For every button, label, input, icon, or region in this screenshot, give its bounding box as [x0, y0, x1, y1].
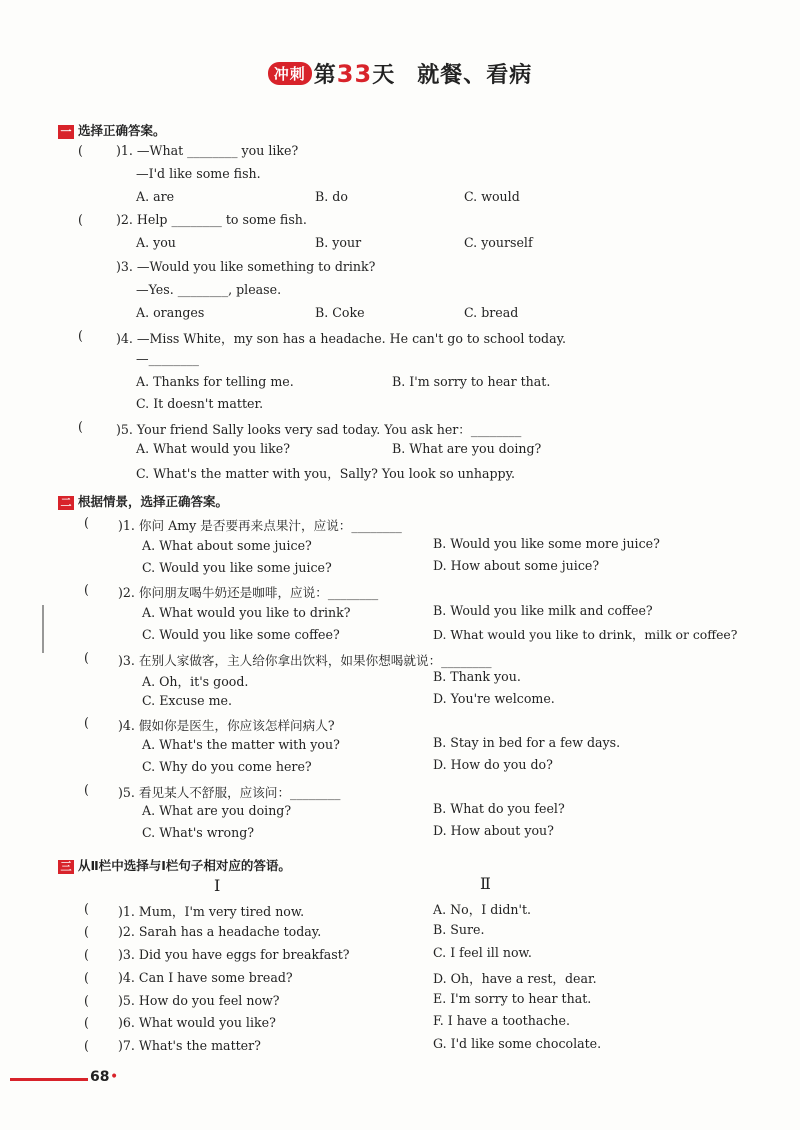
page-title [0, 58, 800, 89]
answer-paren: ( [84, 715, 89, 730]
s2-q1-option-a: A. What about some juice? [142, 538, 312, 553]
s2-q4-option-d: D. How do you do? [433, 757, 553, 772]
section-1-tag: 一 [58, 125, 74, 139]
answer-paren: ( [84, 1015, 89, 1030]
s2-q3-option-d: D. You're welcome. [433, 691, 555, 706]
s1-q1-question: )1. —What ________ you like? [116, 143, 299, 158]
answer-paren: ( [78, 212, 83, 227]
match-left-item: )3. Did you have eggs for breakfast? [118, 947, 350, 962]
s2-q4-option-b: B. Stay in bed for a few days. [433, 735, 621, 750]
match-right-item: E. I'm sorry to hear that. [433, 991, 592, 1006]
section-3-tag: 三 [58, 860, 74, 874]
s1-q2-question: )2. Help ________ to some fish. [116, 212, 307, 227]
s1-q3-option-b: B. Coke [315, 305, 365, 320]
s1-q4-option-c: C. It doesn't matter. [136, 396, 264, 411]
answer-paren: ( [84, 924, 89, 939]
s2-q3-option-a: A. Oh，it's good. [142, 674, 249, 689]
column-2-heading: Ⅱ [480, 874, 491, 893]
match-left-item: )6. What would you like? [118, 1015, 276, 1030]
s2-q3-option-c: C. Excuse me. [142, 693, 232, 708]
section-2-heading [58, 492, 228, 510]
s1-q4-option-b: B. I'm sorry to hear that. [392, 374, 551, 389]
page-number: 68 [90, 1069, 110, 1085]
section-2-tag: 二 [58, 496, 74, 510]
s1-q5-option-c: C. What's the matter with you，Sally? You look so unhappy. [136, 466, 516, 481]
match-left-item: )7. What's the matter? [118, 1038, 261, 1053]
s1-q3-option-c: C. bread [464, 305, 519, 320]
answer-paren: ( [84, 970, 89, 985]
s1-q4-answer-line: —________ [136, 351, 199, 366]
answer-paren: ( [78, 143, 83, 158]
answer-paren: ( [84, 582, 89, 597]
s1-q5-question: )5. Your friend Sally looks very sad today. You ask her：________ [116, 422, 522, 437]
s2-q2-option-c: C. Would you like some coffee? [142, 627, 340, 642]
s2-q2-option-a: A. What would you like to drink? [142, 605, 351, 620]
s1-q1-option-c: C. would [464, 189, 520, 204]
section-3-heading [58, 856, 291, 874]
answer-paren: ( [84, 901, 89, 916]
sprint-badge: 冲刺 [268, 62, 312, 85]
s1-q3-answer-line: —Yes. ________, please. [136, 282, 282, 297]
answer-paren: ( [84, 993, 89, 1008]
match-right-item: A. No，I didn't. [433, 902, 532, 917]
answer-paren: ( [78, 419, 83, 434]
answer-paren: ( [78, 328, 83, 343]
s1-q1-option-a: A. are [136, 189, 175, 204]
footer-red-bar [10, 1078, 88, 1081]
match-left-item: )1. Mum，I'm very tired now. [118, 904, 305, 919]
match-right-item: C. I feel ill now. [433, 945, 532, 960]
s2-q1-question: )1. 你问 Amy 是否要再来点果汁，应说：________ [118, 518, 402, 533]
answer-paren: ( [84, 947, 89, 962]
title-topic: 就餐、看病 [417, 63, 533, 88]
match-left-item: )5. How do you feel now? [118, 993, 280, 1008]
answer-paren: ( [84, 650, 89, 665]
title-prefix: 第 [313, 63, 337, 88]
s1-q2-option-c: C. yourself [464, 235, 533, 250]
s2-q1-option-d: D. How about some juice? [433, 558, 600, 573]
answer-paren: ( [84, 782, 89, 797]
section-1-heading-text: 选择正确答案。 [78, 123, 166, 138]
answer-paren: ( [84, 1038, 89, 1053]
s1-q2-option-b: B. your [315, 235, 362, 250]
s2-q2-option-d: D. What would you like to drink，milk or coffee? [433, 627, 738, 642]
s1-q5-option-b: B. What are you doing? [392, 441, 542, 456]
s2-q4-option-a: A. What's the matter with you? [142, 737, 340, 752]
match-left-item: )4. Can I have some bread? [118, 970, 293, 985]
s1-q4-option-a: A. Thanks for telling me. [136, 374, 294, 389]
s1-q1-answer-line: —I'd like some fish. [136, 166, 261, 181]
match-right-item: F. I have a toothache. [433, 1013, 570, 1028]
column-1-heading: Ⅰ [214, 876, 221, 895]
s2-q5-option-b: B. What do you feel? [433, 801, 565, 816]
s1-q3-option-a: A. oranges [136, 305, 205, 320]
s2-q2-question: )2. 你问朋友喝牛奶还是咖啡，应说：________ [118, 585, 379, 600]
s2-q3-option-b: B. Thank you. [433, 669, 521, 684]
s1-q4-question: )4. —Miss White，my son has a headache. He can't go to school today. [116, 331, 567, 346]
s2-q5-option-d: D. How about you? [433, 823, 554, 838]
footer-dot: • [110, 1069, 119, 1085]
match-left-item: )2. Sarah has a headache today. [118, 924, 322, 939]
s2-q5-question: )5. 看见某人不舒服，应该问：________ [118, 785, 341, 800]
match-right-item: D. Oh，have a rest，dear. [433, 971, 597, 986]
s2-q5-option-c: C. What's wrong? [142, 825, 255, 840]
s2-q4-question: )4. 假如你是医生，你应该怎样问病人? [118, 718, 335, 733]
title-day-number: 33 [336, 60, 373, 88]
section-2-heading-text: 根据情景，选择正确答案。 [78, 494, 229, 509]
s1-q2-option-a: A. you [136, 235, 176, 250]
s2-q4-option-c: C. Why do you come here? [142, 759, 312, 774]
page-footer [0, 1068, 800, 1088]
s2-q2-option-b: B. Would you like milk and coffee? [433, 603, 653, 618]
s1-q1-option-b: B. do [315, 189, 348, 204]
s2-q1-option-b: B. Would you like some more juice? [433, 536, 660, 551]
s1-q3-question: )3. —Would you like something to drink? [116, 259, 376, 274]
margin-pen-mark [42, 605, 44, 653]
s1-q5-option-a: A. What would you like? [136, 441, 290, 456]
match-right-item: G. I'd like some chocolate. [433, 1036, 602, 1051]
match-right-item: B. Sure. [433, 922, 485, 937]
s2-q3-question: )3. 在别人家做客，主人给你拿出饮料，如果你想喝就说：________ [118, 653, 492, 668]
section-1-heading [58, 121, 166, 139]
s2-q1-option-c: C. Would you like some juice? [142, 560, 332, 575]
answer-paren: ( [84, 515, 89, 530]
title-suffix: 天 [372, 63, 396, 88]
s2-q5-option-a: A. What are you doing? [142, 803, 292, 818]
section-3-heading-text: 从Ⅱ栏中选择与Ⅰ栏句子相对应的答语。 [78, 858, 291, 873]
